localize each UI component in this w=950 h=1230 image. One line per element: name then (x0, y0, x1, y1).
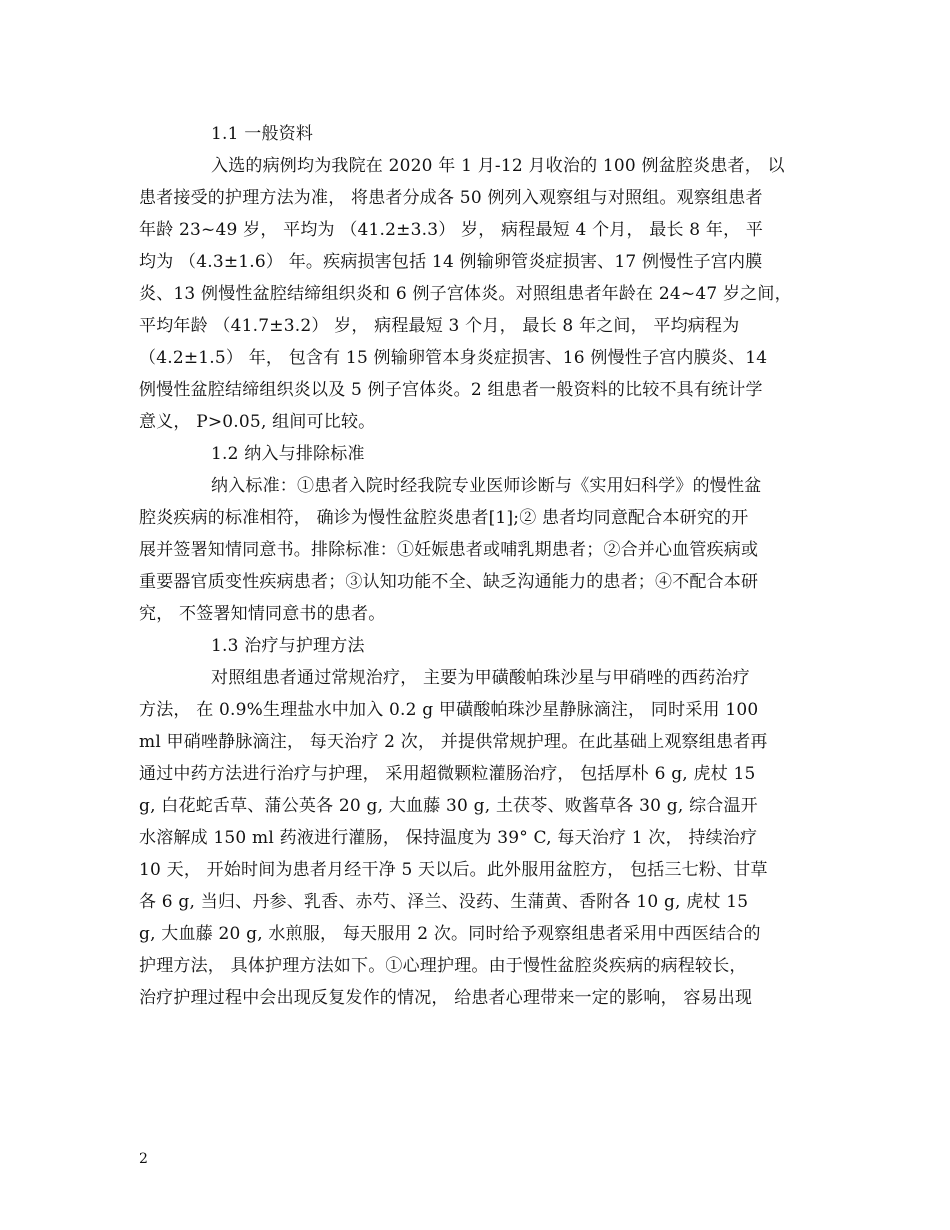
paragraph-line: 腔炎疾病的标准相符， 确诊为慢性盆腔炎患者[1];② 患者均同意配合本研究的开 (139, 508, 749, 528)
paragraph-line: 治疗护理过程中会出现反复发作的情况， 给患者心理带来一定的影响， 容易出现 (139, 988, 753, 1008)
section-heading-1-3: 1.3 治疗与护理方法 (211, 636, 365, 656)
paragraph-line: 水溶解成 150 ml 药液进行灌肠， 保持温度为 39° C, 每天治疗 1 次， 持续治疗 (139, 828, 758, 848)
paragraph-line: 年龄 23~49 岁， 平均为 （41.2±3.3） 岁， 病程最短 4 个月， 最长 8 年， 平 (139, 220, 764, 240)
section-heading-1-2: 1.2 纳入与排除标准 (211, 444, 365, 464)
paragraph-line: 究， 不签署知情同意书的患者。 (139, 604, 386, 624)
paragraph-line: 对照组患者通过常规治疗， 主要为甲磺酸帕珠沙星与甲硝唑的西药治疗 (211, 668, 750, 688)
paragraph-line: 10 天， 开始时间为患者月经干净 5 天以后。此外服用盆腔方， 包括三七粉、甘草 (139, 860, 768, 880)
paragraph-line: 意义， P>0.05, 组间可比较。 (139, 412, 376, 432)
body-text (139, 118, 815, 1014)
paragraph-line: 入选的病例均为我院在 2020 年 1 月-12 月收治的 100 例盆腔炎患者， 以 (211, 156, 785, 176)
paragraph-line: ml 甲硝唑静脉滴注， 每天治疗 2 次， 并提供常规护理。在此基础上观察组患者再 (139, 732, 768, 752)
paragraph-line: 各 6 g, 当归、丹参、乳香、赤芍、泽兰、没药、生蒲黄、香附各 10 g, 虎杖 15 (139, 892, 749, 912)
paragraph-line: 患者接受的护理方法为准， 将患者分成各 50 例列入观察组与对照组。观察组患者 (139, 188, 763, 208)
paragraph-line: g, 白花蛇舌草、蒲公英各 20 g, 大血藤 30 g, 土茯苓、败酱草各 30 g, 综合温开 (139, 796, 758, 816)
paragraph-line: 展并签署知情同意书。排除标准：①妊娠患者或哺乳期患者；②合并心血管疾病或 (139, 540, 759, 560)
paragraph-line: 纳入标准：①患者入院时经我院专业医师诊断与《实用妇科学》的慢性盆 (211, 476, 762, 496)
paragraph-line: 通过中药方法进行治疗与护理， 采用超微颗粒灌肠治疗， 包括厚朴 6 g, 虎杖 15 (139, 764, 756, 784)
paragraph-line: 例慢性盆腔结缔组织炎以及 5 例子宫体炎。2 组患者一般资料的比较不具有统计学 (139, 380, 763, 400)
paragraph-line: 方法， 在 0.9%生理盐水中加入 0.2 g 甲磺酸帕珠沙星静脉滴注， 同时采用 100 (139, 700, 759, 720)
paragraph-line: 炎、13 例慢性盆腔结缔组织炎和 6 例子宫体炎。对照组患者年龄在 24~47 岁之间， (139, 284, 792, 304)
paragraph-line: 平均年龄 （41.7±3.2） 岁， 病程最短 3 个月， 最长 8 年之间， 平均病程为 (139, 316, 740, 336)
paragraph-line: 均为 （4.3±1.6） 年。疾病损害包括 14 例输卵管炎症损害、17 例慢性子宫内膜 (139, 252, 763, 272)
paragraph-line: 护理方法， 具体护理方法如下。①心理护理。由于慢性盆腔炎疾病的病程较长， (139, 956, 747, 976)
section-heading-1-1: 1.1 一般资料 (211, 124, 314, 144)
page-number: 2 (139, 1151, 148, 1167)
paragraph-line: 重要器官质变性疾病患者；③认知功能不全、缺乏沟通能力的患者；④不配合本研 (139, 572, 759, 592)
paragraph-line: （4.2±1.5） 年， 包含有 15 例输卵管本身炎症损害、16 例慢性子宫内膜炎、14 (139, 348, 768, 368)
paragraph-line: g, 大血藤 20 g, 水煎服， 每天服用 2 次。同时给予观察组患者采用中西医结合的 (139, 924, 761, 944)
